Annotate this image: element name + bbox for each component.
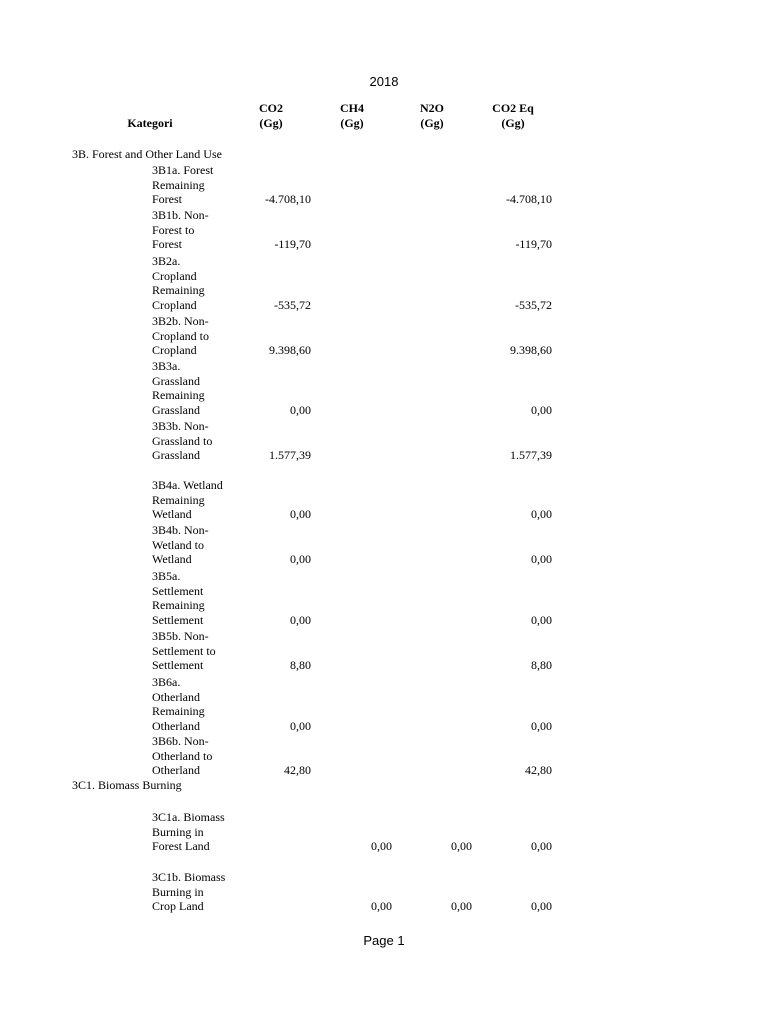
report-year: 2018 <box>369 74 399 89</box>
page-number: Page 1 <box>363 933 405 948</box>
value-co2eq: -535,72 <box>515 297 552 312</box>
row-category-label: 3B6b. Non- Otherland to Otherland <box>152 734 213 777</box>
value-co2eq: 0,00 <box>531 839 552 853</box>
value-co2: 0,00 <box>290 612 311 627</box>
header-co2-unit: (Gg) <box>259 116 283 130</box>
row-category-label: 3C1b. Biomass Burning in Crop Land <box>152 870 226 913</box>
header-co2eq-unit: (Gg) <box>501 116 525 130</box>
value-co2: 9.398,60 <box>269 343 311 357</box>
header-n2o-unit: (Gg) <box>420 116 444 130</box>
group-forest-land-use: 3B. Forest and Other Land Use <box>72 147 222 161</box>
value-ch4: 0,00 <box>371 839 392 853</box>
value-co2: 42,80 <box>284 763 311 777</box>
row-category-label: 3B6a. Otherland Remaining Otherland <box>152 675 205 733</box>
row-category-label: 3B1a. Forest Remaining Forest <box>152 163 214 206</box>
row-category-label: 3B3b. Non- Grassland to Grassland <box>152 419 213 462</box>
value-co2eq: 0,00 <box>531 612 552 627</box>
value-co2: 1.577,39 <box>269 448 311 462</box>
value-co2: 8,80 <box>290 658 311 672</box>
value-co2: -535,72 <box>274 297 311 312</box>
value-co2eq: -4.708,10 <box>506 192 552 206</box>
row-category-label: 3B1b. Non- Forest to Forest <box>152 208 209 251</box>
header-co2eq <box>478 101 548 131</box>
row-category-label: 3B5a. Settlement Remaining Settlement <box>152 569 205 627</box>
header-kategori: Kategori <box>127 116 173 130</box>
value-co2eq: 0,00 <box>531 899 552 913</box>
row-category-label: 3B2a. Cropland Remaining Cropland <box>152 254 205 312</box>
header-co2-name: CO2 <box>259 101 283 115</box>
value-co2: 0,00 <box>290 552 311 566</box>
value-co2: 0,00 <box>290 507 311 521</box>
row-category-label: 3C1a. Biomass Burning in Forest Land <box>152 810 225 853</box>
value-co2eq: 8,80 <box>531 658 552 672</box>
value-n2o: 0,00 <box>451 839 472 853</box>
header-co2 <box>236 101 306 131</box>
row-category-label: 3B5b. Non- Settlement to Settlement <box>152 629 216 672</box>
value-ch4: 0,00 <box>371 899 392 913</box>
value-co2: -119,70 <box>274 237 311 251</box>
value-co2eq: 9.398,60 <box>510 343 552 357</box>
header-ch4-unit: (Gg) <box>340 116 364 130</box>
value-co2eq: 1.577,39 <box>510 448 552 462</box>
value-co2: 0,00 <box>290 402 311 417</box>
row-category-label: 3B4a. Wetland Remaining Wetland <box>152 478 223 521</box>
row-category-label: 3B3a. Grassland Remaining Grassland <box>152 359 205 417</box>
header-ch4 <box>317 101 387 131</box>
header-n2o-name: N2O <box>420 101 444 115</box>
value-co2eq: 0,00 <box>531 552 552 566</box>
value-co2: -4.708,10 <box>265 192 311 206</box>
value-n2o: 0,00 <box>451 899 472 913</box>
value-co2eq: 0,00 <box>531 718 552 733</box>
value-co2eq: 42,80 <box>525 763 552 777</box>
header-n2o <box>397 101 467 131</box>
group-biomass-burning: 3C1. Biomass Burning <box>72 778 182 792</box>
value-co2: 0,00 <box>290 718 311 733</box>
row-category-label: 3B2b. Non- Cropland to Cropland <box>152 314 209 357</box>
value-co2eq: 0,00 <box>531 507 552 521</box>
header-co2eq-name: CO2 Eq <box>492 101 534 115</box>
row-category-label: 3B4b. Non- Wetland to Wetland <box>152 523 209 566</box>
value-co2eq: -119,70 <box>515 237 552 251</box>
value-co2eq: 0,00 <box>531 402 552 417</box>
header-ch4-name: CH4 <box>340 101 364 115</box>
